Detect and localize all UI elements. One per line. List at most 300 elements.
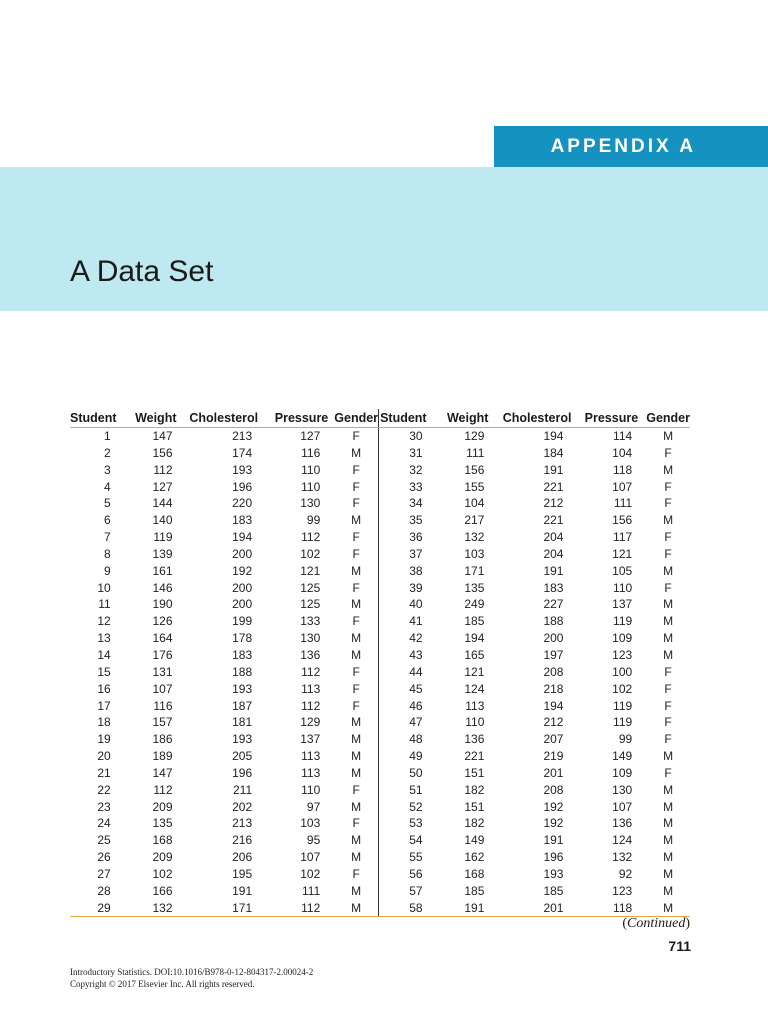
pressure-cell: 113 xyxy=(301,765,321,780)
table-row xyxy=(70,849,690,866)
gender-cell: M xyxy=(663,631,674,646)
student-cell: 13 xyxy=(97,631,111,646)
weight-cell: 127 xyxy=(152,479,173,494)
cholesterol-cell: 202 xyxy=(232,799,253,814)
cholesterol-cell: 192 xyxy=(543,816,564,831)
weight-cell: 129 xyxy=(464,429,485,443)
student-cell: 8 xyxy=(104,546,111,561)
cholesterol-cell: 191 xyxy=(543,833,564,848)
cholesterol-cell: 213 xyxy=(232,429,253,443)
table-row xyxy=(70,495,690,512)
cholesterol-cell: 207 xyxy=(543,732,564,747)
weight-cell: 168 xyxy=(464,866,485,881)
pressure-cell: 125 xyxy=(300,597,321,612)
student-cell: 35 xyxy=(409,513,423,528)
cholesterol-cell: 191 xyxy=(543,462,564,477)
gender-cell: F xyxy=(334,698,378,715)
page-number: 711 xyxy=(668,938,691,954)
cholesterol-cell: 206 xyxy=(232,850,253,865)
cholesterol-cell: 193 xyxy=(232,732,253,747)
student-cell: 21 xyxy=(97,765,111,780)
pressure-cell: 123 xyxy=(612,883,633,898)
pressure-cell: 119 xyxy=(613,715,633,730)
cholesterol-cell: 211 xyxy=(233,782,253,797)
cholesterol-cell: 191 xyxy=(232,883,253,898)
student-cell: 49 xyxy=(409,749,423,764)
gender-cell: M xyxy=(663,816,674,831)
table-row xyxy=(70,782,690,799)
column-header: Pressure xyxy=(270,409,334,428)
cholesterol-cell: 193 xyxy=(232,462,253,477)
gender-cell: F xyxy=(334,613,378,630)
table-row xyxy=(70,479,690,496)
student-cell: 36 xyxy=(409,530,423,545)
weight-cell: 194 xyxy=(464,631,485,646)
cholesterol-cell: 201 xyxy=(543,765,564,780)
gender-cell: M xyxy=(663,513,674,528)
weight-cell: 189 xyxy=(152,749,173,764)
table-row xyxy=(70,681,690,698)
gender-cell: M xyxy=(334,731,378,748)
pressure-cell: 136 xyxy=(300,647,321,662)
gender-cell: M xyxy=(663,749,674,764)
table-row xyxy=(70,596,690,613)
cholesterol-cell: 188 xyxy=(543,614,564,629)
pressure-cell: 107 xyxy=(612,799,633,814)
gender-cell: F xyxy=(664,732,672,747)
pressure-cell: 116 xyxy=(301,445,321,460)
gender-cell: F xyxy=(664,664,672,679)
pressure-cell: 112 xyxy=(270,900,334,917)
student-cell: 1 xyxy=(104,429,111,443)
gender-cell: F xyxy=(334,495,378,512)
pressure-cell: 118 xyxy=(613,462,633,477)
cholesterol-cell: 184 xyxy=(543,445,564,460)
weight-cell: 166 xyxy=(152,883,173,898)
cholesterol-cell: 187 xyxy=(232,698,253,713)
pressure-cell: 102 xyxy=(300,546,321,561)
cholesterol-cell: 221 xyxy=(543,513,564,528)
pressure-cell: 119 xyxy=(613,698,633,713)
gender-cell: M xyxy=(334,748,378,765)
pressure-cell: 102 xyxy=(612,681,633,696)
table-header-row xyxy=(70,409,690,428)
gender-cell: M xyxy=(334,445,378,462)
gender-cell: M xyxy=(663,883,674,898)
pressure-cell: 123 xyxy=(612,647,633,662)
table-row xyxy=(70,445,690,462)
continued-label: Continued xyxy=(626,916,686,931)
page-title: A Data Set xyxy=(70,255,214,288)
table-row xyxy=(70,529,690,546)
cholesterol-cell: 197 xyxy=(543,647,564,662)
column-header: Student xyxy=(70,409,125,428)
table-row xyxy=(70,563,690,580)
gender-cell: M xyxy=(334,900,378,917)
column-header: Cholesterol xyxy=(189,409,271,428)
cholesterol-cell: 227 xyxy=(543,597,564,612)
gender-cell: M xyxy=(663,866,674,881)
gender-cell: M xyxy=(663,614,674,629)
student-cell: 16 xyxy=(97,681,111,696)
cholesterol-cell: 193 xyxy=(232,681,253,696)
student-cell: 25 xyxy=(97,833,111,848)
cholesterol-cell: 192 xyxy=(543,799,564,814)
pressure-cell: 107 xyxy=(612,479,633,494)
pressure-cell: 129 xyxy=(300,715,321,730)
gender-cell: M xyxy=(334,849,378,866)
student-cell: 54 xyxy=(409,833,423,848)
student-cell: 15 xyxy=(97,664,111,679)
student-cell: 45 xyxy=(409,681,423,696)
weight-cell: 139 xyxy=(152,546,173,561)
footer xyxy=(70,966,313,990)
pressure-cell: 103 xyxy=(300,816,321,831)
gender-cell: M xyxy=(646,900,690,917)
student-cell: 23 xyxy=(97,799,111,814)
table-row xyxy=(70,664,690,681)
student-cell: 44 xyxy=(409,664,423,679)
student-cell: 19 xyxy=(97,732,111,747)
cholesterol-cell: 196 xyxy=(232,479,253,494)
table-row xyxy=(70,748,690,765)
gender-cell: F xyxy=(334,664,378,681)
weight-cell: 107 xyxy=(152,681,173,696)
cholesterol-cell: 219 xyxy=(543,749,564,764)
gender-cell: M xyxy=(334,563,378,580)
cholesterol-cell: 196 xyxy=(232,765,253,780)
table-row xyxy=(70,512,690,529)
student-cell: 38 xyxy=(409,563,423,578)
weight-cell: 249 xyxy=(464,597,485,612)
data-table xyxy=(70,409,690,917)
table-row xyxy=(70,580,690,597)
gender-cell: M xyxy=(334,714,378,731)
gender-cell: M xyxy=(663,782,674,797)
student-cell: 7 xyxy=(104,530,111,545)
table-row xyxy=(70,546,690,563)
cholesterol-cell: 212 xyxy=(543,496,564,511)
pressure-cell: 130 xyxy=(300,631,321,646)
gender-cell: M xyxy=(663,647,674,662)
cholesterol-cell: 193 xyxy=(543,866,564,881)
weight-cell: 155 xyxy=(464,479,485,494)
student-cell: 46 xyxy=(409,698,423,713)
cholesterol-cell: 199 xyxy=(232,614,253,629)
weight-cell: 140 xyxy=(152,513,173,528)
gender-cell: M xyxy=(334,630,378,647)
table-row xyxy=(70,698,690,715)
weight-cell: 156 xyxy=(152,445,173,460)
gender-cell: M xyxy=(334,596,378,613)
weight-cell: 217 xyxy=(464,513,485,528)
table-row xyxy=(70,815,690,832)
pressure-cell: 109 xyxy=(612,765,633,780)
weight-cell: 149 xyxy=(464,833,485,848)
pressure-cell: 121 xyxy=(300,563,321,578)
student-cell: 9 xyxy=(104,563,111,578)
gender-cell: F xyxy=(334,782,378,799)
gender-cell: F xyxy=(334,681,378,698)
pressure-cell: 124 xyxy=(612,833,633,848)
pressure-cell: 112 xyxy=(301,530,321,545)
cholesterol-cell: 185 xyxy=(543,883,564,898)
cholesterol-cell: 200 xyxy=(232,580,253,595)
pressure-cell: 111 xyxy=(613,496,633,511)
gender-cell: F xyxy=(664,445,672,460)
student-cell: 51 xyxy=(409,782,423,797)
cholesterol-cell: 208 xyxy=(543,782,564,797)
student-cell: 56 xyxy=(409,866,423,881)
cholesterol-cell: 213 xyxy=(232,816,253,831)
weight-cell: 185 xyxy=(464,883,485,898)
weight-cell: 191 xyxy=(437,900,501,917)
student-cell: 50 xyxy=(409,765,423,780)
weight-cell: 161 xyxy=(152,563,173,578)
cholesterol-cell: 201 xyxy=(500,900,581,917)
gender-cell: F xyxy=(334,462,378,479)
gender-cell: F xyxy=(334,546,378,563)
cholesterol-cell: 208 xyxy=(543,664,564,679)
gender-cell: M xyxy=(334,799,378,816)
weight-cell: 135 xyxy=(464,580,485,595)
student-cell: 34 xyxy=(409,496,423,511)
weight-cell: 162 xyxy=(464,850,485,865)
table-row xyxy=(70,799,690,816)
student-cell: 28 xyxy=(97,883,111,898)
student-cell: 39 xyxy=(409,580,423,595)
cholesterol-cell: 216 xyxy=(232,833,253,848)
footer-copyright: Copyright © 2017 Elsevier Inc. All rights reserved. xyxy=(70,979,255,989)
student-cell: 48 xyxy=(409,732,423,747)
gender-cell: M xyxy=(334,512,378,529)
gender-cell: F xyxy=(334,428,378,445)
table-row xyxy=(70,832,690,849)
weight-cell: 131 xyxy=(152,664,173,679)
student-cell: 40 xyxy=(409,597,423,612)
student-cell: 41 xyxy=(409,614,423,629)
cholesterol-cell: 171 xyxy=(189,900,271,917)
gender-cell: M xyxy=(334,832,378,849)
gender-cell: M xyxy=(334,647,378,664)
pressure-cell: 92 xyxy=(618,866,633,881)
student-cell: 11 xyxy=(98,597,111,612)
cholesterol-cell: 178 xyxy=(232,631,253,646)
weight-cell: 112 xyxy=(153,462,173,477)
pressure-cell: 114 xyxy=(613,429,633,443)
weight-cell: 144 xyxy=(152,496,173,511)
cholesterol-cell: 205 xyxy=(232,749,253,764)
pressure-cell: 97 xyxy=(306,799,321,814)
student-cell: 18 xyxy=(97,715,111,730)
cholesterol-cell: 196 xyxy=(543,850,564,865)
pressure-cell: 117 xyxy=(613,530,633,545)
student-cell: 14 xyxy=(97,647,111,662)
pressure-cell: 99 xyxy=(618,732,633,747)
weight-cell: 135 xyxy=(152,816,173,831)
gender-cell: F xyxy=(664,479,672,494)
student-cell: 37 xyxy=(409,546,423,561)
gender-cell: M xyxy=(334,765,378,782)
column-header: Weight xyxy=(125,409,189,428)
weight-cell: 151 xyxy=(464,799,485,814)
student-cell: 17 xyxy=(97,698,111,713)
pressure-cell: 130 xyxy=(612,782,633,797)
weight-cell: 121 xyxy=(464,664,485,679)
weight-cell: 110 xyxy=(465,715,485,730)
gender-cell: M xyxy=(663,833,674,848)
pressure-cell: 119 xyxy=(613,614,633,629)
cholesterol-cell: 188 xyxy=(232,664,253,679)
column-header: Gender xyxy=(334,409,378,428)
gender-cell: F xyxy=(334,479,378,496)
column-header: Cholesterol xyxy=(500,409,581,428)
weight-cell: 168 xyxy=(152,833,173,848)
student-cell: 52 xyxy=(409,799,423,814)
cholesterol-cell: 218 xyxy=(543,681,564,696)
pressure-cell: 125 xyxy=(300,580,321,595)
gender-cell: M xyxy=(663,429,674,443)
student-cell: 43 xyxy=(409,647,423,662)
title-band xyxy=(0,167,768,311)
table-row xyxy=(70,714,690,731)
cholesterol-cell: 221 xyxy=(543,479,564,494)
weight-cell: 146 xyxy=(152,580,173,595)
pressure-cell: 118 xyxy=(581,900,646,917)
weight-cell: 132 xyxy=(125,900,189,917)
gender-cell: M xyxy=(663,850,674,865)
weight-cell: 132 xyxy=(464,530,485,545)
pressure-cell: 100 xyxy=(612,664,633,679)
cholesterol-cell: 174 xyxy=(232,445,253,460)
weight-cell: 165 xyxy=(464,647,485,662)
weight-cell: 112 xyxy=(153,782,173,797)
table-row xyxy=(70,630,690,647)
pressure-cell: 137 xyxy=(300,732,321,747)
student-cell: 26 xyxy=(97,850,111,865)
pressure-cell: 110 xyxy=(301,782,321,797)
cholesterol-cell: 183 xyxy=(543,580,564,595)
student-cell: 31 xyxy=(409,445,423,460)
gender-cell: F xyxy=(664,496,672,511)
weight-cell: 119 xyxy=(153,530,173,545)
weight-cell: 176 xyxy=(152,647,173,662)
student-cell: 58 xyxy=(379,900,437,917)
cholesterol-cell: 200 xyxy=(543,631,564,646)
table-row xyxy=(70,765,690,782)
student-cell: 55 xyxy=(409,850,423,865)
student-cell: 4 xyxy=(104,479,111,494)
pressure-cell: 99 xyxy=(306,513,321,528)
gender-cell: F xyxy=(664,546,672,561)
gender-cell: M xyxy=(663,799,674,814)
cholesterol-cell: 181 xyxy=(232,715,253,730)
pressure-cell: 113 xyxy=(301,749,321,764)
pressure-cell: 127 xyxy=(300,429,321,443)
weight-cell: 156 xyxy=(464,462,485,477)
column-header: Weight xyxy=(437,409,501,428)
gender-cell: M xyxy=(334,883,378,900)
student-cell: 3 xyxy=(104,462,111,477)
gender-cell: F xyxy=(664,765,672,780)
weight-cell: 124 xyxy=(464,681,485,696)
cholesterol-cell: 183 xyxy=(232,513,253,528)
weight-cell: 164 xyxy=(152,631,173,646)
table-row xyxy=(70,866,690,883)
cholesterol-cell: 204 xyxy=(543,546,564,561)
gender-cell: F xyxy=(664,715,672,730)
student-cell: 33 xyxy=(409,479,423,494)
pressure-cell: 110 xyxy=(613,580,633,595)
gender-cell: M xyxy=(663,462,674,477)
pressure-cell: 112 xyxy=(301,698,321,713)
weight-cell: 104 xyxy=(464,496,485,511)
pressure-cell: 133 xyxy=(300,614,321,629)
cholesterol-cell: 191 xyxy=(543,563,564,578)
gender-cell: F xyxy=(334,529,378,546)
cholesterol-cell: 192 xyxy=(232,563,253,578)
gender-cell: F xyxy=(334,815,378,832)
pressure-cell: 149 xyxy=(612,749,633,764)
pressure-cell: 136 xyxy=(612,816,633,831)
weight-cell: 147 xyxy=(152,429,173,443)
pressure-cell: 112 xyxy=(301,664,321,679)
pressure-cell: 95 xyxy=(306,833,321,848)
cholesterol-cell: 183 xyxy=(232,647,253,662)
weight-cell: 182 xyxy=(464,782,485,797)
table-row xyxy=(70,731,690,748)
student-cell: 24 xyxy=(97,816,111,831)
gender-cell: M xyxy=(663,597,674,612)
cholesterol-cell: 204 xyxy=(543,530,564,545)
weight-cell: 182 xyxy=(464,816,485,831)
student-cell: 10 xyxy=(97,580,111,595)
pressure-cell: 156 xyxy=(612,513,633,528)
cholesterol-cell: 194 xyxy=(543,698,564,713)
weight-cell: 136 xyxy=(464,732,485,747)
weight-cell: 209 xyxy=(152,850,173,865)
weight-cell: 113 xyxy=(465,698,485,713)
pressure-cell: 107 xyxy=(300,850,321,865)
gender-cell: F xyxy=(664,681,672,696)
student-cell: 42 xyxy=(409,631,423,646)
weight-cell: 111 xyxy=(466,445,485,460)
pressure-cell: 110 xyxy=(301,479,321,494)
cholesterol-cell: 220 xyxy=(232,496,253,511)
weight-cell: 126 xyxy=(152,614,173,629)
student-cell: 57 xyxy=(409,883,423,898)
weight-cell: 186 xyxy=(152,732,173,747)
student-cell: 2 xyxy=(104,445,111,460)
student-cell: 53 xyxy=(409,816,423,831)
weight-cell: 185 xyxy=(464,614,485,629)
pressure-cell: 109 xyxy=(612,631,633,646)
student-cell: 30 xyxy=(409,429,423,443)
cholesterol-cell: 194 xyxy=(232,530,253,545)
gender-cell: M xyxy=(663,563,674,578)
pressure-cell: 132 xyxy=(612,850,633,865)
weight-cell: 221 xyxy=(464,749,485,764)
student-cell: 6 xyxy=(104,513,111,528)
student-cell: 29 xyxy=(70,900,125,917)
pressure-cell: 130 xyxy=(300,496,321,511)
data-table-container xyxy=(70,409,690,917)
table-row xyxy=(70,883,690,900)
weight-cell: 171 xyxy=(464,563,485,578)
pressure-cell: 110 xyxy=(301,462,321,477)
continued-note: (Continued) xyxy=(622,916,690,931)
gender-cell: F xyxy=(334,866,378,883)
